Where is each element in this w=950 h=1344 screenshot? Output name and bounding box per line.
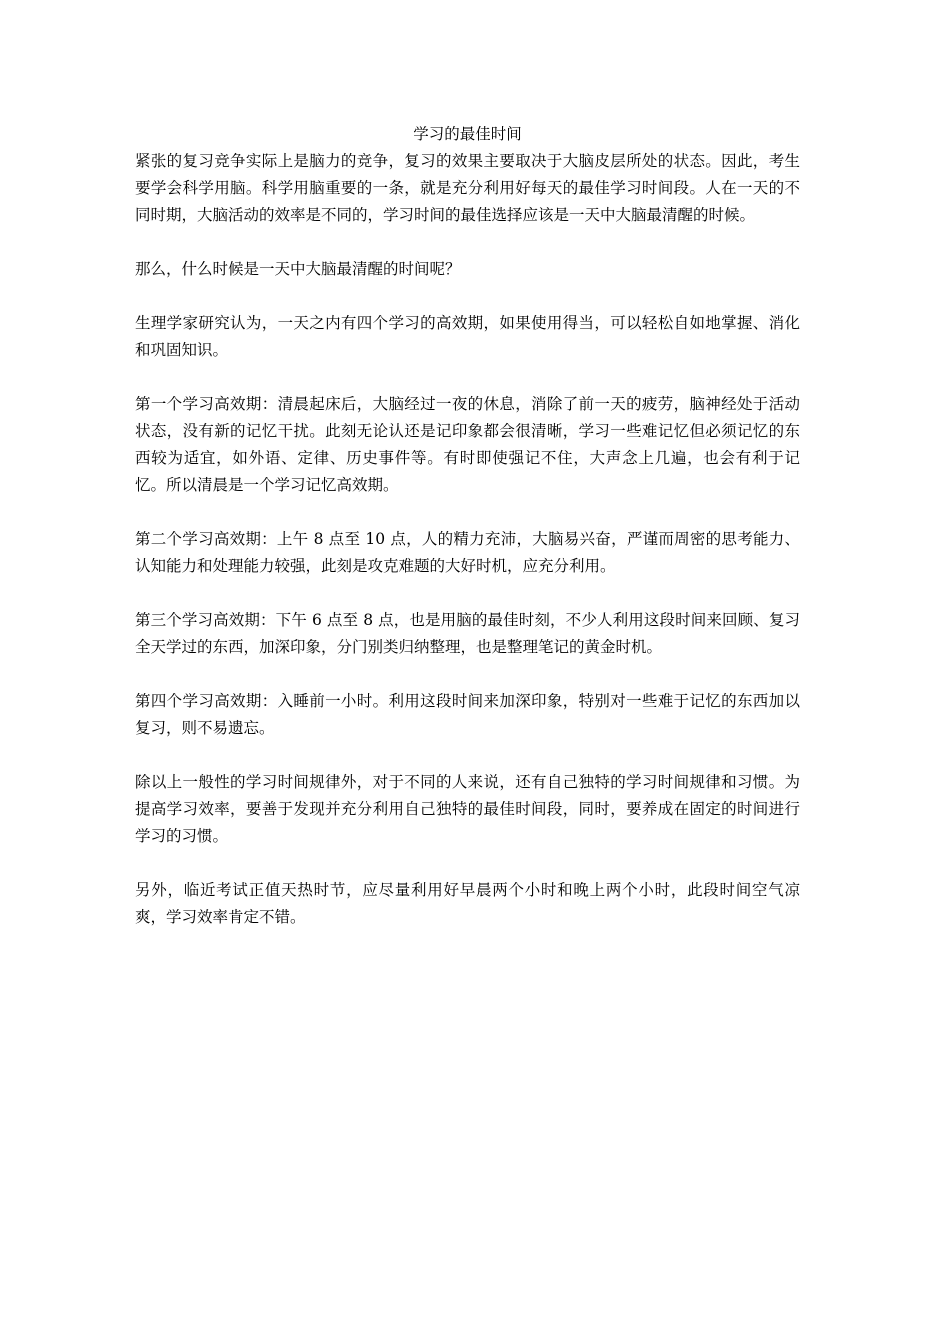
paragraph-personal-habits: 除以上一般性的学习时间规律外，对于不同的人来说，还有自己独特的学习时间规律和习惯。为提高学习效率，要善于发现并充分利用自己独特的最佳时间段，同时，要养成在固定的时间进行学习的习惯。	[135, 773, 800, 845]
paragraph-intro: 紧张的复习竞争实际上是脑力的竞争，复习的效果主要取决于大脑皮层所处的状态。因此，考生要学会科学用脑。科学用脑重要的一条，就是充分利用好每天的最佳学习时间段。人在一天的不同时期，大脑活动的效率是不同的，学习时间的最佳选择应该是一天中大脑最清醒的时候。	[135, 152, 800, 224]
paragraph-question: 那么，什么时候是一天中大脑最清醒的时间呢？	[135, 260, 461, 278]
document-title: 学习的最佳时间	[413, 125, 522, 143]
paragraph-research: 生理学家研究认为，一天之内有四个学习的高效期，如果使用得当，可以轻松自如地掌握、消化和巩固知识。	[135, 314, 800, 359]
document-page	[135, 121, 800, 958]
paragraph-period-one: 第一个学习高效期：清晨起床后，大脑经过一夜的休息，消除了前一天的疲劳，脑神经处于活动状态，没有新的记忆干扰。此刻无论认还是记印象都会很清晰，学习一些难记忆但必须记忆的东西较为适宜，如外语、定律、历史事件等。有时即使强记不住，大声念上几遍，也会有利于记忆。所以清晨是一个学习记忆高效期。	[135, 395, 800, 494]
paragraph-exam-advice: 另外，临近考试正值天热时节，应尽量利用好早晨两个小时和晚上两个小时，此段时间空气凉爽，学习效率肯定不错。	[135, 881, 800, 926]
paragraph-period-three: 第三个学习高效期：下午 6 点至 8 点，也是用脑的最佳时刻，不少人利用这段时间来回顾、复习全天学过的东西，加深印象，分门别类归纳整理，也是整理笔记的黄金时机。	[135, 611, 800, 656]
paragraph-period-four: 第四个学习高效期：入睡前一小时。利用这段时间来加深印象，特别对一些难于记忆的东西加以复习，则不易遗忘。	[135, 692, 800, 737]
paragraph-period-two: 第二个学习高效期：上午 8 点至 10 点，人的精力充沛，大脑易兴奋，严谨而周密的思考能力、认知能力和处理能力较强，此刻是攻克难题的大好时机，应充分利用。	[135, 530, 800, 575]
